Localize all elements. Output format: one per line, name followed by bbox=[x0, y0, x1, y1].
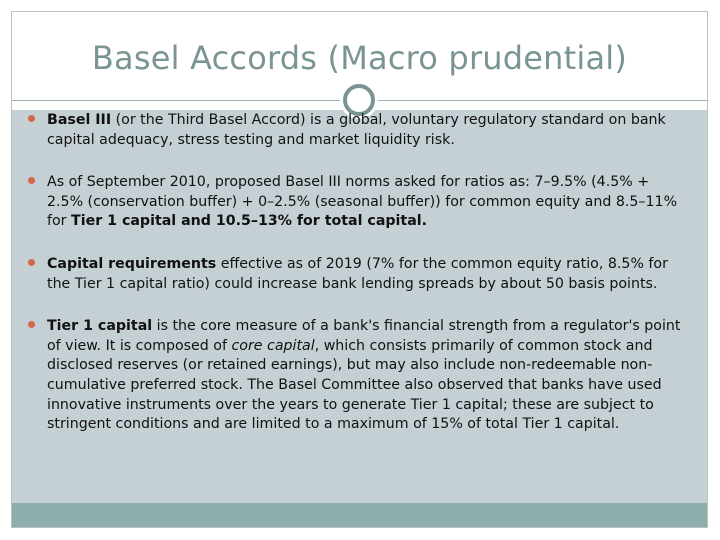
bullet-dot-icon bbox=[28, 115, 35, 122]
bullet-text: , which consists primarily of common stock and disclosed reserves (or retained earnings), but may also include non-redeemable non-cumulative preferred stock. The Basel Committee also observed that banks have used innovative instruments over the years to generate Tier 1 capital; these are subject to stringent conditions and are limited to a maximum of 15% of total Tier 1 capital. bbox=[47, 337, 662, 433]
bullet-text-bold: Capital requirements bbox=[47, 255, 217, 272]
slide-title: Basel Accords (Macro prudential) bbox=[91, 39, 628, 77]
bullet-text: (or the Third Basel Accord) is a global, voluntary regulatory standard on bank capital adequacy, stress testing and market liquidity risk. bbox=[47, 112, 666, 148]
bullet-list bbox=[26, 111, 686, 435]
bullet-dot-icon bbox=[28, 259, 35, 266]
bullet-text-bold: Tier 1 capital and 10.5–13% for total capital. bbox=[71, 213, 428, 230]
bullet-text: is the core measure of a bank's financial strength from a regulator's point of view. It is composed of bbox=[47, 318, 681, 354]
bullet-item-basel-iii bbox=[26, 111, 686, 150]
bullet-dot-icon bbox=[28, 177, 35, 184]
bullet-item-basel-iii-norms bbox=[26, 173, 686, 232]
bullet-item-capital-requirements bbox=[26, 255, 686, 294]
bullet-dot-icon bbox=[28, 321, 35, 328]
bullet-text-italic: core capital bbox=[231, 337, 315, 354]
bullet-text-bold: Basel III bbox=[47, 112, 112, 128]
bullet-text: As of September 2010, proposed Basel III norms asked for ratios as: 7–9.5% (4.5% + 2.5% (conservation buffer) + 0–2.5% (seasonal buffer)) for common equity and 8.5–11% for bbox=[47, 174, 678, 230]
bullet-item-tier-1-capital bbox=[26, 317, 686, 435]
bullet-text-bold: Tier 1 capital bbox=[47, 318, 153, 335]
footer-bar bbox=[12, 503, 707, 527]
bullet-text: effective as of 2019 (7% for the common equity ratio, 8.5% for the Tier 1 capital ratio) could increase bank lending spreads by about 50 basis points. bbox=[47, 255, 668, 292]
